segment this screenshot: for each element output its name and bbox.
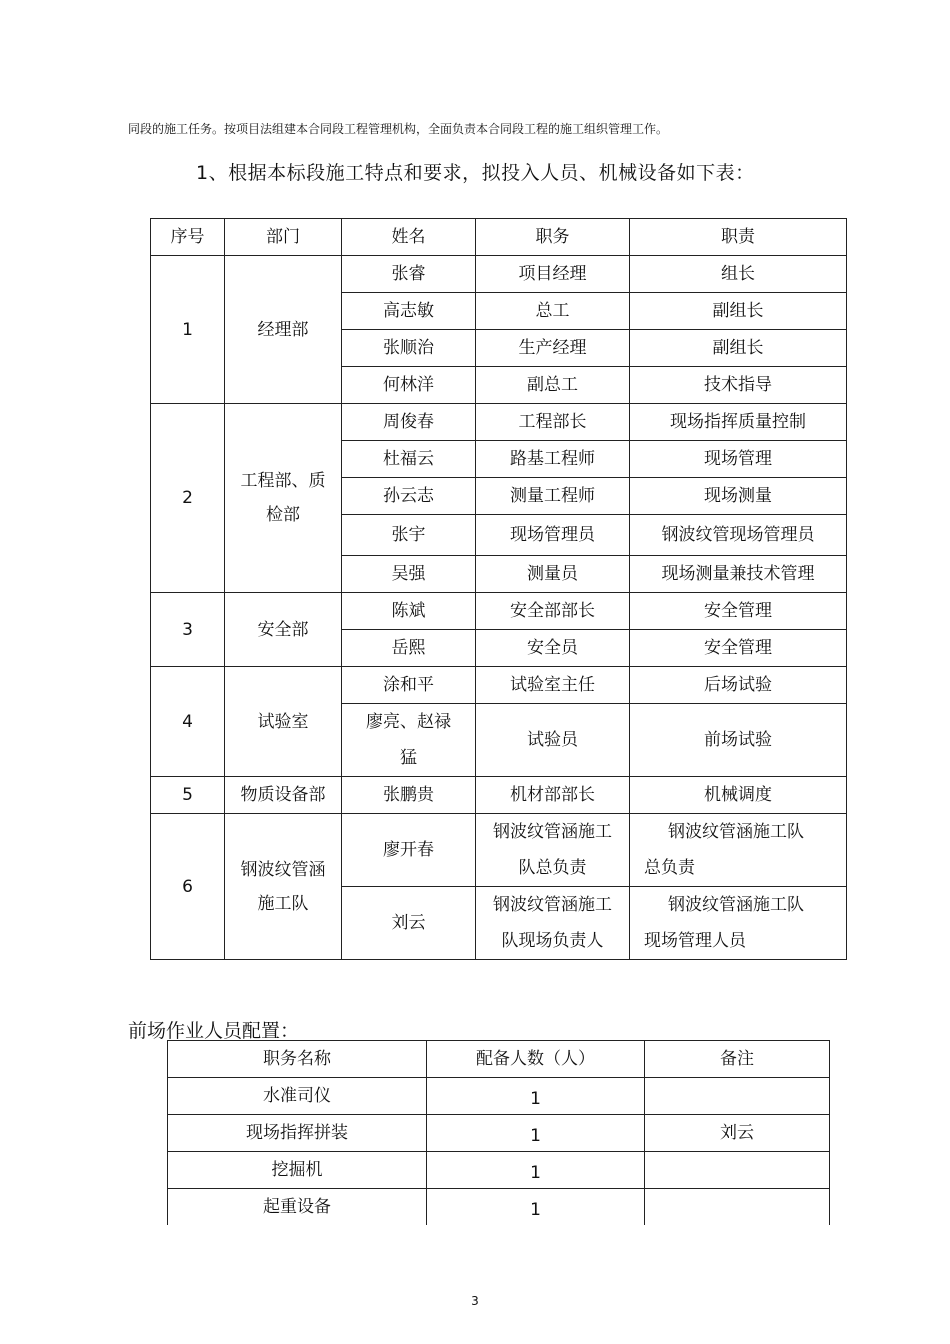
- role-name: 起重设备: [168, 1189, 427, 1226]
- header-cell: 职责: [630, 219, 847, 256]
- group-number: 4: [151, 667, 225, 777]
- table-row: [168, 1189, 830, 1226]
- header-cell: 序号: [151, 219, 225, 256]
- person-name: 何林洋: [342, 367, 476, 404]
- table-row: [151, 256, 847, 293]
- department: [225, 814, 342, 960]
- page-number: 3: [471, 1294, 479, 1308]
- person-name: 张睿: [342, 256, 476, 293]
- person-name: 涂和平: [342, 667, 476, 704]
- department: 安全部: [225, 593, 342, 667]
- header-cell: 姓名: [342, 219, 476, 256]
- person-duty: 现场指挥质量控制: [630, 404, 847, 441]
- person-name: 高志敏: [342, 293, 476, 330]
- person-position: [476, 887, 630, 960]
- role-name: 挖掘机: [168, 1152, 427, 1189]
- person-position: 安全部部长: [476, 593, 630, 630]
- person-position: 总工: [476, 293, 630, 330]
- role-name: 水准司仪: [168, 1078, 427, 1115]
- person-duty: 技术指导: [630, 367, 847, 404]
- person-name: 张鹏贵: [342, 777, 476, 814]
- person-position: 机材部部长: [476, 777, 630, 814]
- person-position: 测量员: [476, 556, 630, 593]
- remark: [645, 1189, 830, 1226]
- position-line: 队现场负责人: [501, 931, 604, 951]
- table-row: [151, 593, 847, 630]
- person-position: 测量工程师: [476, 478, 630, 515]
- person-position: 试验室主任: [476, 667, 630, 704]
- table-row: [151, 667, 847, 704]
- person-duty: 现场测量兼技术管理: [630, 556, 847, 593]
- group-number: 5: [151, 777, 225, 814]
- header-cell: 职务: [476, 219, 630, 256]
- remark: 刘云: [645, 1115, 830, 1152]
- person-duty: 前场试验: [630, 704, 847, 777]
- person-duty: 钢波纹管现场管理员: [630, 515, 847, 556]
- table-row: [151, 404, 847, 441]
- person-name: 廖开春: [342, 814, 476, 887]
- person-position: 项目经理: [476, 256, 630, 293]
- staff-count: 1: [427, 1189, 645, 1226]
- position-line: 钢波纹管涵施工: [493, 895, 612, 915]
- person-duty: 安全管理: [630, 630, 847, 667]
- person-position: 试验员: [476, 704, 630, 777]
- group-number: 2: [151, 404, 225, 593]
- table-row: [151, 777, 847, 814]
- person-name: 杜福云: [342, 441, 476, 478]
- table-row: [168, 1078, 830, 1115]
- role-name: 现场指挥拼装: [168, 1115, 427, 1152]
- person-position: 工程部长: [476, 404, 630, 441]
- position-line: 钢波纹管涵施工: [493, 822, 612, 842]
- department: 经理部: [225, 256, 342, 404]
- group-number: 6: [151, 814, 225, 960]
- group-number: 1: [151, 256, 225, 404]
- intro-paragraph: 同段的施工任务。按项目法组建本合同段工程管理机构，全面负责本合同段工程的施工组织管理工作。: [128, 122, 669, 136]
- department: 物质设备部: [225, 777, 342, 814]
- field-staff-table: [167, 1040, 830, 1225]
- person-name: 张宇: [342, 515, 476, 556]
- section-heading: 1、根据本标段施工特点和要求，拟投入人员、机械设备如下表：: [196, 162, 755, 184]
- person-name: 孙云志: [342, 478, 476, 515]
- person-name: 周俊春: [342, 404, 476, 441]
- person-position: 现场管理员: [476, 515, 630, 556]
- person-duty: 副组长: [630, 330, 847, 367]
- duty-line: 钢波纹管涵施工队: [668, 822, 804, 842]
- person-name-line: 猛: [400, 748, 417, 768]
- person-name-line: 廖亮、赵禄: [366, 712, 451, 732]
- department-line: 钢波纹管涵: [240, 859, 326, 880]
- person-duty: 安全管理: [630, 593, 847, 630]
- duty-line: 现场管理人员: [644, 931, 746, 951]
- duty-line: 钢波纹管涵施工队: [668, 895, 804, 915]
- table-header-row: [168, 1041, 830, 1078]
- department-line: 检部: [266, 505, 300, 525]
- position-line: 队总负责: [518, 858, 587, 878]
- person-duty: 后场试验: [630, 667, 847, 704]
- department: 试验室: [225, 667, 342, 777]
- header-cell: 备注: [645, 1041, 830, 1078]
- table-row: [151, 814, 847, 887]
- staff-count: 1: [427, 1152, 645, 1189]
- person-duty: [630, 814, 847, 887]
- person-position: 生产经理: [476, 330, 630, 367]
- department-line: 工程部、质: [240, 471, 326, 491]
- person-duty: [630, 887, 847, 960]
- person-position: [476, 814, 630, 887]
- table-header-row: [151, 219, 847, 256]
- person-duty: 现场管理: [630, 441, 847, 478]
- duty-line: 总负责: [644, 858, 695, 878]
- person-position: 路基工程师: [476, 441, 630, 478]
- header-cell: 配备人数（人）: [427, 1041, 645, 1078]
- department-line: 施工队: [257, 893, 309, 914]
- person-name: 岳熙: [342, 630, 476, 667]
- person-position: 安全员: [476, 630, 630, 667]
- group-number: 3: [151, 593, 225, 667]
- header-cell: 职务名称: [168, 1041, 427, 1078]
- person-name: 张顺治: [342, 330, 476, 367]
- department: [225, 404, 342, 593]
- person-name: 刘云: [342, 887, 476, 960]
- person-duty: 机械调度: [630, 777, 847, 814]
- person-name: 吴强: [342, 556, 476, 593]
- person-name: 陈斌: [342, 593, 476, 630]
- person-duty: 副组长: [630, 293, 847, 330]
- field-staff-heading: 前场作业人员配置：: [128, 1020, 300, 1042]
- header-cell: 部门: [225, 219, 342, 256]
- person-position: 副总工: [476, 367, 630, 404]
- staff-count: 1: [427, 1115, 645, 1152]
- person-duty: 组长: [630, 256, 847, 293]
- remark: [645, 1152, 830, 1189]
- person-duty: 现场测量: [630, 478, 847, 515]
- table-row: [168, 1152, 830, 1189]
- person-name: [342, 704, 476, 777]
- personnel-table: [150, 218, 847, 960]
- staff-count: 1: [427, 1078, 645, 1115]
- table-row: [168, 1115, 830, 1152]
- remark: [645, 1078, 830, 1115]
